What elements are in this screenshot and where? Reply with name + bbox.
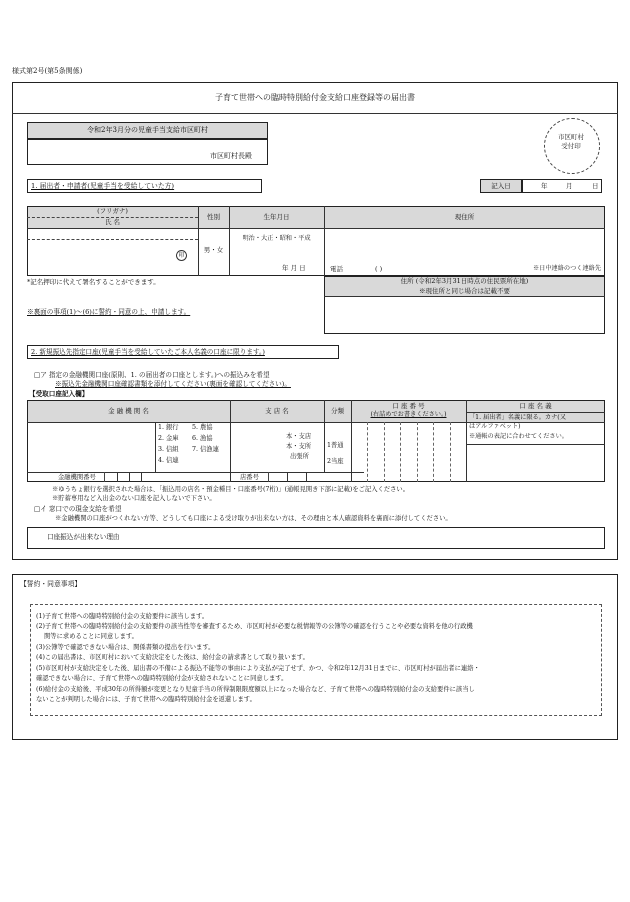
phone-label: 電話 [330,265,343,273]
pledge-item-2: (2)子育て世帯への臨時特別給付金の支給要件の該当性等を審査するため、市区町村が必要な税情報等の公簿等の確認を行うことや必要な資料を他の行政機 [36,623,473,630]
branch-name-input[interactable] [231,423,285,471]
recipient-line2: 市区町村長殿 [210,152,252,160]
pledge-list [30,604,602,716]
gender-value[interactable]: 男・女 [203,246,224,254]
address-header: 現住所 [454,213,475,221]
option-b-note: ※金融機関の口座がつくれない方等、どうしても口座による受け取りが出来ない方は、その理由と本人確認資料を裏面に添付してください。 [55,515,452,522]
date-day: 日 [592,182,599,190]
bank-code-label: 金融機関番号 [58,474,96,481]
col-account: 口 座 番 号 [392,402,425,410]
title-divider [12,113,618,114]
pledge-item-6: (6)給付金の支給後、平成30年の所得額が変更となり児童手当の所得制限限度額以上になった場合など、子育て世帯への臨時特別給付金の支給要件に該当し [36,686,475,693]
stamp-line2: 受付印 [561,142,581,150]
col-type: 分類 [331,407,344,415]
no-withdraw-note: ※貯蓄専用など入出金のない口座を記入しないで下さい。 [52,495,216,502]
date-input[interactable] [522,179,602,193]
bank-type-3[interactable]: 3. 信組 [158,446,179,453]
address-input[interactable] [325,229,604,263]
col-holder: 口 座 名 義 [519,402,552,410]
date-year: 年 [541,182,548,190]
birth-header: 生年月日 [263,213,290,221]
bank-type-5[interactable]: 5. 農協 [192,424,213,431]
recipient-line1: 令和2年3月分の児童手当支給市区町村 [87,126,208,134]
option-b[interactable]: □イ 窓口での現金支給を希望 [34,505,122,513]
furigana-label: (フリガナ) [97,207,128,215]
account-type-1[interactable]: 1普通 [327,442,344,449]
pledge-item-1: (1)子育て世帯への臨時特別給付金の支給要件に該当します。 [36,613,209,620]
col-account-sub: (右詰めでお書きください。) [370,411,447,418]
option-a[interactable]: □ア 指定の金融機関口座(原則、1. の届出者の口座とします。)への振込みを希望 [34,371,270,379]
yucho-note: ※ゆうちょ銀行を選択された場合は、「振込用の店名・預金種目・口座番号(7桁)」(通帳見開き下部に記載)をご記入ください。 [52,486,410,493]
branch-type-3[interactable]: 出張所 [290,453,309,460]
residence-line2: ※現住所と同じ場合は記載不要 [419,287,510,295]
daytime-note: ※日中連絡のつく連絡先 [533,265,602,272]
phone-input[interactable]: ( ) [375,265,383,273]
birth-ymd: 年 月 日 [282,264,306,272]
holder-note1: 「1. 届出者」名義に限る。カナ(又 [469,414,566,421]
seal-mark: 印 [176,250,187,261]
col-bank: 金 融 機 関 名 [108,407,149,415]
pledge-item-5-cont: 確認できない場合に、子育て世帯への臨時特別給付金が支給されないことに同意します。 [36,675,288,682]
col-branch: 支 店 名 [265,407,289,415]
account-type-2[interactable]: 2当座 [327,458,344,465]
branch-type-1[interactable]: 本・支店 [286,433,312,440]
form-number: 様式第2号(第5条関係) [12,67,83,75]
holder-note2: はアルファベット) [469,423,521,430]
option-a-note: ※振込先金融機関口座確認書類を添付してください(裏面を確認してください)。 [55,380,291,388]
branch-type-2[interactable]: 本・支所 [286,443,312,450]
holder-note3: ※通帳の表記に合わせてください。 [469,433,568,440]
bank-name-input[interactable] [28,423,154,471]
gender-header: 性別 [207,213,220,221]
pledge-note: ※裏面の事項(1)～(6)に誓約・同意の上、申請します。 [27,308,191,316]
bank-code-input[interactable] [104,472,153,482]
section1-heading: 1. 届出者・申請者(児童手当を受給していた方) [31,182,175,190]
date-month: 月 [566,182,573,190]
name-label: 氏 名 [104,218,121,226]
branch-code-input[interactable] [268,472,325,482]
birth-era[interactable]: 明治・大正・昭和・平成 [242,235,311,242]
pledge-item-4: (4)この届出書は、市区町村において支給決定をした後は、給付金の請求書として取り扱います。 [36,654,309,661]
pledge-heading: 【誓約・同意事項】 [20,580,82,588]
bank-type-4[interactable]: 4. 信連 [158,457,179,464]
stamp-line1: 市区町村 [558,133,584,141]
bank-type-6[interactable]: 6. 漁協 [192,435,213,442]
pledge-item-5: (5)市区町村が支給決定をした後、届出書の不備による振込不能等の事由により支払が完了せず、かつ、令和2年12月31日までに、市区町村が届出者に連絡・ [36,665,480,672]
branch-code-label: 店番号 [240,474,259,481]
date-label: 記入日 [491,182,511,190]
bank-type-2[interactable]: 2. 金庫 [158,435,179,442]
bank-type-1[interactable]: 1. 銀行 [158,424,179,431]
bank-type-7[interactable]: 7. 信漁連 [192,446,219,453]
receipt-label: 【受取口座記入欄】 [29,390,89,398]
residence-line1: 住所 (令和2年3月31日時点の住民票所在地) [400,277,529,285]
reason-label: 口座振込が出来ない理由 [47,533,120,541]
sign-note: *記名押印に代えて署名することができます。 [27,278,160,286]
pledge-item-3: (3)公簿等で確認できない場合は、関係書類の提出を行います。 [36,644,215,651]
form-title: 子育て世帯への臨時特別給付金支給口座登録等の届出書 [215,93,415,102]
account-number-input[interactable] [351,422,466,482]
name-input[interactable] [28,240,198,275]
section2-heading: 2. 新規振込先指定口座(児童手当を受給していたご本人名義の口座に限ります。) [31,348,265,356]
pledge-item-2-cont: 関等に求めることに同意します。 [44,633,138,640]
pledge-item-6-cont: ないことが判明した場合には、子育て世帯への臨時特別給付金を返還します。 [36,696,256,703]
